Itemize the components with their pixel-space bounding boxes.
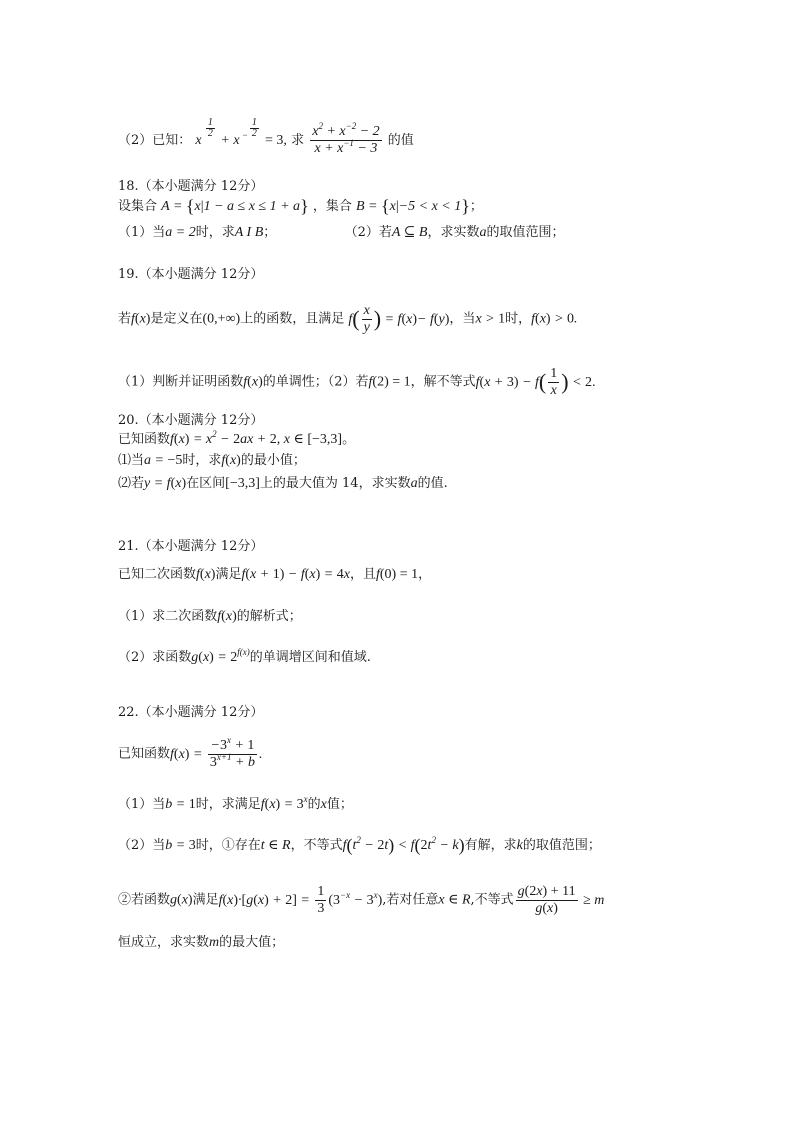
q17-part2 — [118, 118, 414, 157]
q21-header: 21.（本小题满分 12分） — [118, 539, 264, 554]
q18-sets: 设集合 A = {x|1 − a ≤ x ≤ 1 + a} ，集合 B = {x|−5 < x < 1}； — [118, 196, 483, 216]
q20-header: 20.（本小题满分 12分） — [118, 413, 264, 428]
q17-expression: $\frac{x^2 + x^{-2} - 2}{x + x^{-1} - 3}$ — [312, 121, 380, 156]
q18-subset: A ⊆ B — [391, 225, 428, 240]
q20-given: 已知函数$f(x) = x^2 - 2ax + 2$, x ∈ [−3,3]。 — [118, 429, 356, 447]
q22-part4: 恒成立，求实数m的最大值； — [118, 935, 285, 950]
q18-a-value: a = 2 — [165, 225, 196, 240]
q21-part1: （1）求二次函数f(x)的解析式； — [118, 609, 302, 624]
q17-tail: 的值 — [387, 133, 414, 148]
q17-part2-label: （2）已知： — [118, 133, 192, 148]
q22-given: 已知函数f(x) = $\frac{-3^x + 1}{3^{x+1} + b}$ . — [118, 735, 263, 770]
q19-inequality: f(x + 3) − f( $\frac{1}{x}$ ) < 2. — [475, 366, 596, 398]
q18-header: 18.（本小题满分 12分） — [118, 179, 264, 194]
q18-set-b: B = {x|−5 < x < 1} — [356, 196, 470, 216]
q17-ask: 求 — [291, 133, 305, 148]
q21-part2: （2）求函数$g(x) = 2^{f(x)}$的单调增区间和值域. — [118, 647, 371, 665]
q20-part2: ⑵若y = f(x)在区间[−3,3]上的最大值为 14，求实数a的值. — [118, 476, 448, 491]
q19-parts: （1）判断并证明函数f(x)的单调性；（2）若f(2) = 1，解不等式f(x + 3) − f( $\frac{1}{x}$ ) < 2. — [118, 366, 596, 398]
q17-condition-eq: = 3, — [265, 133, 287, 148]
q22-part2: （2）当b = 3时，①存在t ∈ R，不等式$f(t^2 - 2t) < f(2t^2 - k)$有解，求k的取值范围； — [118, 835, 601, 855]
q22-part3: ②若函数g(x)满足f(x)·[g(x) + 2] = $\frac{1}{3}$ $(3^{-x} - 3^x)$,若对任意x ∈ R,不等式 $\frac{g(2x) + 11}{g(x)}$ ≥ m — [118, 884, 605, 916]
q21-given: 已知二次函数f(x)满足f(x + 1) − f(x) = 4x，且f(0) = 1， — [118, 567, 432, 582]
q22-part1: （1）当b = 1时，求满足$f(x) = 3^x$的x值； — [118, 794, 353, 812]
q18-intersection: A I B — [234, 225, 264, 240]
q18-set-a: A = {x|1 − a ≤ x ≤ 1 + a} — [161, 196, 309, 216]
q19-header: 19.（本小题满分 12分） — [118, 267, 264, 282]
q19-condition: 若f(x)是定义在(0,+∞)上的函数，且满足 f( $\frac{x}{y}$ ) = f(x)− f(y)，当x > 1时，f(x) > 0. — [118, 303, 578, 335]
q17-condition: x $^{\frac{1}{2}}$ + x $^{- \frac{1}{2}}$ — [195, 117, 257, 148]
q22-header: 22.（本小题满分 12分） — [118, 705, 264, 720]
q19-functional-eq: f( $\frac{x}{y}$ ) = f(x)− f(y) — [348, 303, 450, 335]
q18-parts: （1）当a = 2时，求A I B； （2）若A ⊆ B，求实数a的取值范围； — [118, 225, 565, 240]
q20-part1: ⑴当a = −5时，求f(x)的最小值； — [118, 453, 306, 468]
q19-domain: (0,+∞) — [202, 311, 241, 327]
